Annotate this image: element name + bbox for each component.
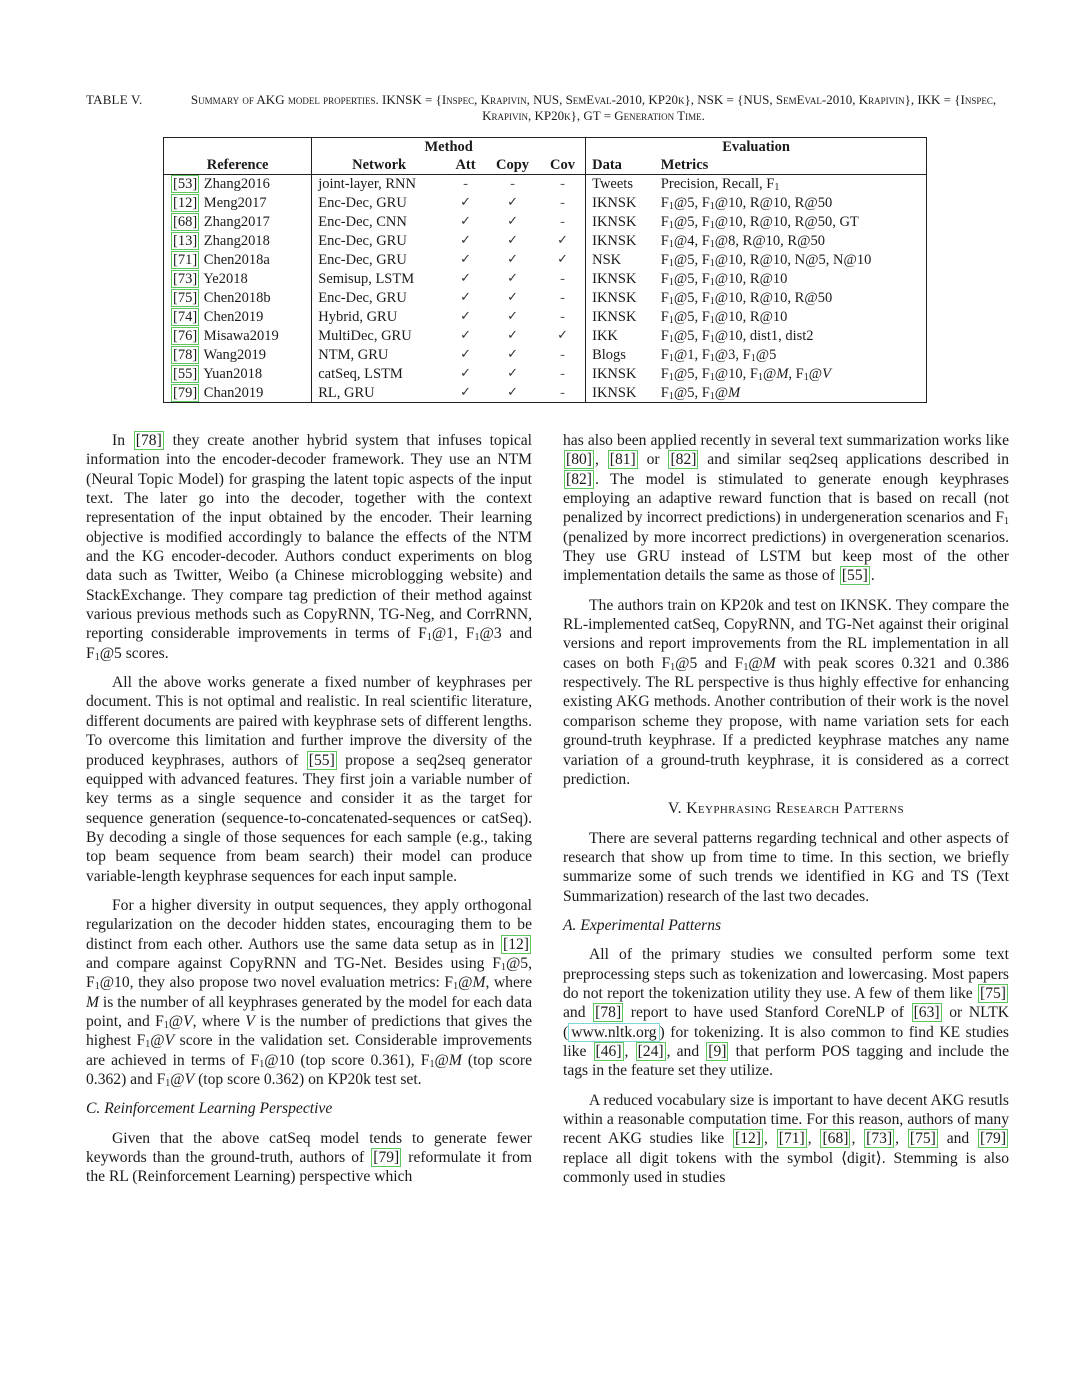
right-paragraph-1: has also been applied recently in several text summarization works like [80] , [81] or [82] and similar seq2seq applications described in [82] . The model is stimulated to generate enough keyphrases employing an adaptive reward function that is based on recall (not penalized by incorrect predictions) in undergeneration scenarios and $F_1$ (penalized by more incorrect predictions) in overgeneration scenarios. They use GRU instead of LSTM but keep most of the other implementation details the same as those of [55] . [563, 432, 1010, 585]
right-column [563, 431, 1009, 1187]
att-cell [446, 383, 485, 403]
dash-mark: - [560, 289, 565, 306]
citation-link[interactable]: [73] [173, 270, 198, 287]
cov-cell [540, 250, 586, 269]
citation-link[interactable]: [80] [566, 451, 592, 469]
network-cell: Enc-Dec, GRU [312, 193, 446, 212]
network-cell: Hybrid, GRU [312, 307, 446, 326]
att-cell [446, 231, 485, 250]
cov-cell [540, 383, 586, 403]
header-copy: Copy [485, 156, 540, 175]
cov-cell [540, 231, 586, 250]
copy-cell [485, 231, 540, 250]
reference-cell [164, 383, 312, 403]
citation-link[interactable]: [76] [173, 327, 198, 344]
table-row [164, 212, 927, 231]
checkmark-icon: ✓ [460, 366, 471, 381]
data-cell: IKNSK [586, 269, 655, 288]
reference-name: Wang2019 [203, 346, 267, 363]
table-caption [86, 92, 1011, 124]
copy-cell [485, 212, 540, 231]
citation-link[interactable]: [55] [841, 567, 868, 585]
cov-cell [540, 345, 586, 364]
citation-link[interactable]: [55] [173, 365, 198, 382]
metrics-cell: $F_1@5$, $F_1@10$, R@10, R@50 [660, 194, 833, 212]
checkmark-icon: ✓ [507, 271, 518, 286]
metrics-cell: Precision, Recall, $F_1$ [660, 176, 780, 193]
table-row [164, 231, 927, 250]
table-row [164, 383, 927, 403]
citation-link[interactable]: [13] [173, 232, 198, 249]
citation-link[interactable]: [78] [135, 432, 162, 449]
checkmark-icon: ✓ [557, 252, 568, 267]
checkmark-icon: ✓ [460, 214, 471, 229]
copy-cell [485, 364, 540, 383]
att-cell [446, 212, 485, 231]
metrics-cell: $F_1@5$, $F_1@10$, R@10 [660, 270, 788, 288]
data-cell: IKNSK [586, 231, 655, 250]
dash-mark: - [560, 384, 565, 401]
checkmark-icon: ✓ [460, 328, 471, 343]
citation-link[interactable]: [73] [866, 1130, 893, 1148]
header-method-group: Method [312, 138, 586, 157]
dash-mark: - [463, 176, 468, 192]
network-cell: NTM, GRU [312, 345, 446, 364]
reference-name: Yuan2018 [203, 365, 263, 382]
reference-cell [164, 364, 312, 383]
table-caption-text: Summary of AKG model properties. IKNSK = {Inspec, Krapivin, NUS, SemEval-2010, KP20k}, NSK = {NUS, SemEval-2010, Krapivin}, IKK = {Inspec, Krapivin, KP20k}, GT = Generation Time. [190, 92, 997, 123]
header-cov: Cov [540, 156, 586, 175]
reference-cell [164, 345, 312, 364]
reference-cell [164, 307, 312, 326]
right-paragraph-3: There are several patterns regarding technical and other aspects of research that show up from time to time. In this section, we briefly summarize some of such trends we identified in KG and TS (Text Summarization) research of the last two decades. [563, 829, 1009, 905]
dash-mark: - [510, 176, 515, 192]
data-cell: NSK [586, 250, 655, 269]
att-cell [446, 345, 485, 364]
header-att: Att [446, 156, 485, 175]
citation-link[interactable]: [82] [670, 451, 697, 469]
dash-mark: - [560, 308, 565, 325]
checkmark-icon: ✓ [507, 309, 518, 324]
citation-link[interactable]: [46] [595, 1042, 622, 1060]
reference-name: Zhang2017 [203, 213, 270, 230]
table-row [164, 326, 927, 345]
table-row [164, 364, 927, 383]
citation-link[interactable]: [82] [566, 470, 592, 488]
header-network: Network [312, 156, 446, 175]
akg-properties-table [163, 137, 927, 403]
network-cell: Enc-Dec, GRU [312, 288, 446, 307]
metrics-cell: $F_1@5$, $F_1@10$, dist1, dist2 [660, 327, 814, 345]
checkmark-icon: ✓ [507, 252, 518, 267]
reference-cell [164, 175, 312, 194]
left-paragraph-4: Given that the above catSeq model tends to generate fewer keywords than the ground-truth, authors of [79] reformulate it from the RL (Reinforcement Learning) perspective which [86, 1129, 532, 1186]
network-cell: RL, GRU [312, 383, 446, 403]
network-cell: MultiDec, GRU [312, 326, 446, 345]
checkmark-icon: ✓ [507, 328, 518, 343]
subsection-heading-a: A. Experimental Patterns [563, 916, 722, 934]
network-cell: Enc-Dec, GRU [312, 250, 446, 269]
citation-link[interactable]: [63] [913, 1004, 940, 1022]
copy-cell [485, 250, 540, 269]
data-cell: IKNSK [586, 364, 655, 383]
copy-cell [485, 288, 540, 307]
checkmark-icon: ✓ [460, 233, 471, 248]
reference-cell [164, 288, 312, 307]
citation-link[interactable]: [81] [609, 451, 636, 469]
reference-name: Zhang2018 [203, 232, 270, 249]
left-column [86, 431, 532, 1187]
table-row [164, 288, 927, 307]
metrics-cell: $F_1@1$, $F_1@3$, $F_1@5$ [660, 346, 777, 364]
checkmark-icon: ✓ [460, 252, 471, 267]
metrics-cell: $F_1@5$, $F_1@10$, $F_1@M$, $F_1@V$ [660, 365, 831, 383]
reference-name: Misawa2019 [203, 327, 279, 344]
checkmark-icon: ✓ [460, 347, 471, 362]
checkmark-icon: ✓ [557, 233, 568, 248]
citation-link[interactable]: [79] [980, 1130, 1007, 1148]
dash-mark: - [560, 194, 565, 211]
citation-link[interactable]: [12] [503, 935, 529, 953]
network-cell: joint-layer, RNN [312, 175, 446, 194]
right-paragraph-4: All of the primary studies we consulted perform some text preprocessing steps such as tokenization and lowercasing. Most papers do not report the tokenization utility they use. A few of them like [75] and [78] report to have used Stanford CoreNLP of [63] or NLTK ( www.nltk.org ) for tokenizing. It is also common to find KE studies like [46] , [24] , and [9] that perform POS tagging and include the tags in the feature set they utilize. [563, 946, 1009, 1080]
att-cell [446, 175, 485, 194]
checkmark-icon: ✓ [460, 290, 471, 305]
table-body [164, 175, 927, 403]
checkmark-icon: ✓ [460, 271, 471, 286]
cov-cell [540, 193, 586, 212]
copy-cell [485, 345, 540, 364]
checkmark-icon: ✓ [507, 347, 518, 362]
citation-link[interactable]: [12] [173, 194, 198, 211]
metrics-cell: $F_1@5$, $F_1@10$, R@10, R@50, GT [660, 213, 859, 231]
data-cell: IKK [586, 326, 655, 345]
citation-link[interactable]: [75] [980, 984, 1006, 1002]
checkmark-icon: ✓ [507, 385, 518, 400]
table-row [164, 269, 927, 288]
metrics-cell: $F_1@5$, $F_1@10$, R@10 [660, 308, 788, 326]
nltk-url-link[interactable]: www.nltk.org [568, 1023, 659, 1042]
citation-link[interactable]: [53] [173, 176, 198, 192]
copy-cell [485, 383, 540, 403]
checkmark-icon: ✓ [507, 366, 518, 381]
copy-cell [485, 307, 540, 326]
reference-name: Chen2019 [203, 308, 264, 325]
subsection-heading-c: C. Reinforcement Learning Perspective [86, 1100, 333, 1118]
reference-cell [164, 326, 312, 345]
network-cell: Semisup, LSTM [312, 269, 446, 288]
header-data: Data [586, 156, 655, 175]
checkmark-icon: ✓ [460, 309, 471, 324]
metrics-cell: $F_1@5$, $F_1@10$, R@10, N@5, N@10 [660, 251, 872, 269]
checkmark-icon: ✓ [557, 328, 568, 343]
checkmark-icon: ✓ [507, 214, 518, 229]
reference-cell [164, 269, 312, 288]
citation-link[interactable]: [24] [637, 1042, 664, 1060]
table-row [164, 250, 927, 269]
table-row [164, 175, 927, 194]
citation-link[interactable]: [75] [173, 289, 198, 306]
citation-link[interactable]: [75] [909, 1130, 936, 1148]
header-metrics: Metrics [655, 156, 927, 175]
cov-cell [540, 212, 586, 231]
right-paragraph-5: A reduced vocabulary size is important to have decent AKG resutls within a reasonable computation time. For this reason, authors of many recent AKG studies like [12] , [71] , [68] , [73] , [75] and [79] replace all digit tokens with the symbol ⟨digit⟩. Stemming is also commonly used in studies [563, 1091, 1009, 1187]
cov-cell [540, 364, 586, 383]
att-cell [446, 250, 485, 269]
citation-link[interactable]: [79] [373, 1149, 400, 1167]
header-blank [164, 138, 312, 157]
data-cell: Blogs [586, 345, 655, 364]
network-cell: Enc-Dec, CNN [312, 212, 446, 231]
reference-name: Meng2017 [203, 194, 267, 211]
data-cell: IKNSK [586, 212, 655, 231]
cov-cell [540, 326, 586, 345]
data-cell: IKNSK [586, 288, 655, 307]
reference-name: Chen2018a [203, 251, 270, 268]
cov-cell [540, 307, 586, 326]
reference-name: Chan2019 [203, 384, 264, 401]
copy-cell [485, 193, 540, 212]
dash-mark: - [560, 270, 565, 287]
section-heading-v: V. Keyphrasing Research Patterns [667, 800, 905, 818]
metrics-cell: $F_1@4$, $F_1@8$, R@10, R@50 [660, 232, 825, 250]
data-cell: Tweets [586, 175, 655, 194]
citation-link[interactable]: [74] [173, 308, 198, 325]
metrics-cell: $F_1@5$, $F_1@M$ [660, 384, 741, 402]
att-cell [446, 193, 485, 212]
dash-mark: - [560, 346, 565, 363]
reference-name: Zhang2016 [203, 176, 270, 192]
right-paragraph-2: The authors train on KP20k and test on IKNSK. They compare the RL-implemented catSeq, CopyRNN, and TG-Net against their original versions and report improvements from the RL implementation in all cases on both $F_1@5$ and $F_1@M$ with peak scores 0.321 and 0.386 respectively. The RL perspective is thus highly effective for enhancing existing AKG methods. Another contribution of their work is the novel comparison scheme they propose, with name variation sets for each ground-truth keyphrase. If a predicted keyphrase matches any name variation of a ground-truth keyphrase, it is considered as a correct prediction. [563, 596, 1009, 788]
data-cell: IKNSK [586, 193, 655, 212]
att-cell [446, 307, 485, 326]
checkmark-icon: ✓ [507, 233, 518, 248]
checkmark-icon: ✓ [460, 195, 471, 210]
reference-cell [164, 212, 312, 231]
data-cell: IKNSK [586, 383, 655, 403]
citation-link[interactable]: [79] [173, 384, 198, 401]
header-reference: Reference [164, 156, 312, 175]
copy-cell [485, 269, 540, 288]
table-row [164, 193, 927, 212]
citation-link[interactable]: [78] [173, 346, 198, 363]
checkmark-icon: ✓ [460, 385, 471, 400]
network-cell: catSeq, LSTM [312, 364, 446, 383]
att-cell [446, 269, 485, 288]
att-cell [446, 288, 485, 307]
table-row [164, 307, 927, 326]
citation-link[interactable]: [71] [173, 251, 198, 268]
reference-cell [164, 250, 312, 269]
att-cell [446, 364, 485, 383]
left-paragraph-2: All the above works generate a fixed number of keyphrases per document. This is not optimal and realistic. In real scientific literature, different documents are paired with keyphrase sets of different lengths. To overcome this limitation and further improve the diversity of the produced keyphrases, authors of [55] propose a seq2seq generator equipped with advanced features. They first join a variable number of key terms as a single sequence and consider it as the target for sequence generation (sequence-to-concatenated-sequences or catSeq). By decoding a single of those sequences for each sample (e.g., taking top beam sequence from beam search) their model can produce variable-length keyphrase sequences for each input sample. [86, 674, 532, 885]
citation-link[interactable]: [12] [735, 1130, 761, 1148]
left-paragraph-1: In [78] they create another hybrid system that infuses topical information into the encoder-decoder framework. They use an NTM (Neural Topic Model) for grasping the latent topic aspects of the input text. The later go into the decoder, together with the context representation of the input obtained by the encoder. Their learning objective is modified accordingly to balance the effects of the NTM and the KG encoder-decoder. Authors conduct experiments on blog data such as Twitter, Weibo (a Chinese microblogging website) and StackExchange. They compare tag prediction of their method against various previous methods such as CopyRNN, TG-Neg, and CorrRNN, reporting considerable improvements in terms of $F_1@1$, $F_1@3$ and $F_1@5$ scores. [86, 432, 533, 663]
citation-link[interactable]: [68] [173, 213, 198, 230]
reference-name: Ye2018 [203, 270, 248, 287]
dash-mark: - [560, 176, 565, 192]
dash-mark: - [560, 213, 565, 230]
cov-cell [540, 269, 586, 288]
cov-cell [540, 175, 586, 194]
checkmark-icon: ✓ [507, 290, 518, 305]
metrics-cell: $F_1@5$, $F_1@10$, R@10, R@50 [660, 289, 833, 307]
table-label: TABLE V. [86, 92, 143, 107]
checkmark-icon: ✓ [507, 195, 518, 210]
citation-link[interactable]: [68] [822, 1130, 849, 1148]
data-cell: IKNSK [586, 307, 655, 326]
cov-cell [540, 288, 586, 307]
dash-mark: - [560, 365, 565, 382]
table-row [164, 345, 927, 364]
copy-cell [485, 326, 540, 345]
header-evaluation-group: Evaluation [586, 138, 927, 157]
citation-link[interactable]: [78] [595, 1004, 622, 1022]
citation-link[interactable]: [55] [308, 751, 335, 769]
copy-cell [485, 175, 540, 194]
reference-cell [164, 231, 312, 250]
reference-name: Chen2018b [203, 289, 271, 306]
citation-link[interactable]: [9] [708, 1042, 727, 1060]
citation-link[interactable]: [71] [778, 1130, 805, 1148]
reference-cell [164, 193, 312, 212]
left-paragraph-3: For a higher diversity in output sequences, they apply orthogonal regularization on the decoder hidden states, encouraging them to be distinct from each other. Authors use the same data setup as in [12] and compare against CopyRNN and TG-Net. Besides using $F_1@5$, $F_1@10$, they also propose two novel evaluation metrics: $F_1@M$, where M is the number of all keyphrases generated by the model for each data point, and $F_1@V$, where V is the number of predictions that gives the highest $F_1@V$ score in the validation set. Considerable improvements are achieved in terms of $F_1@10$ (top score 0.361), $F_1@M$ (top score 0.362) and $F_1@V$ (top score 0.362) on KP20k test set. [86, 896, 533, 1089]
att-cell [446, 326, 485, 345]
network-cell: Enc-Dec, GRU [312, 231, 446, 250]
